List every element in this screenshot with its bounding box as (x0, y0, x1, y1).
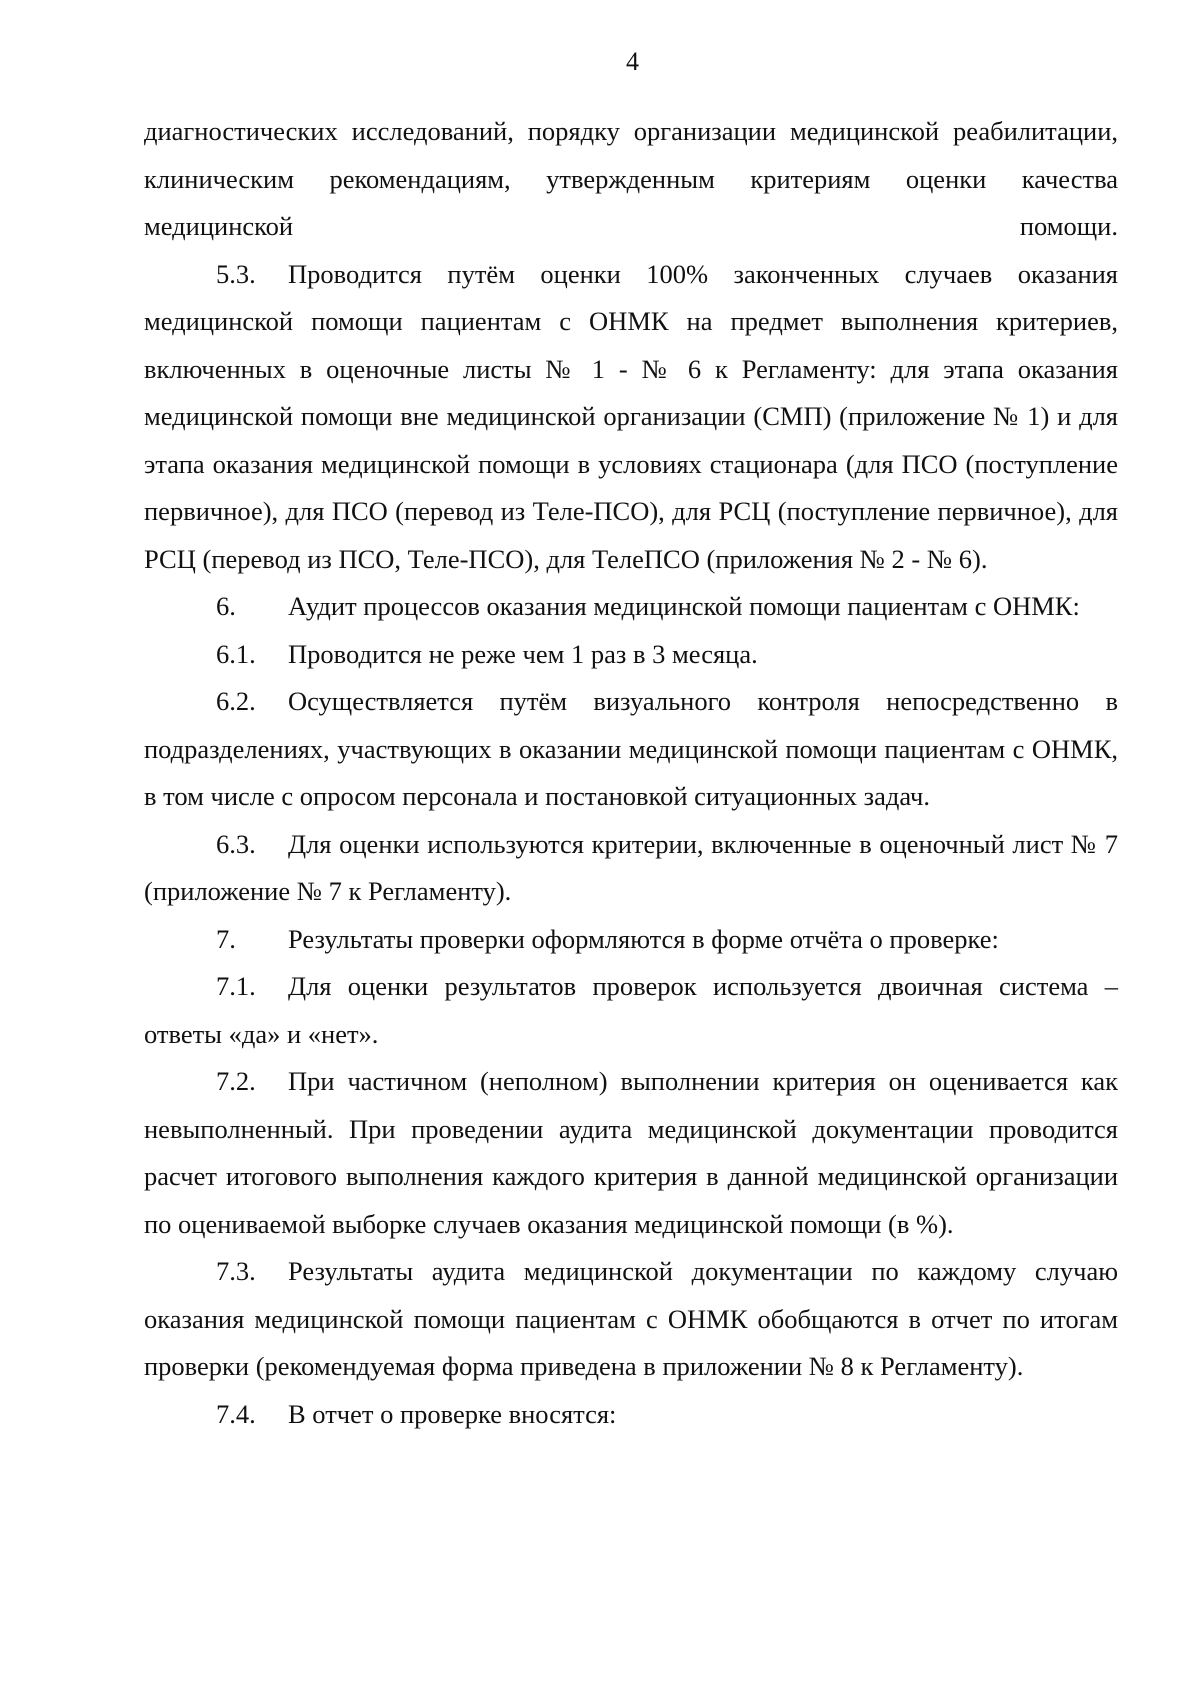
paragraph-6-3 (144, 821, 1118, 916)
paragraph-5-3 (144, 251, 1118, 584)
page-number: 4 (626, 47, 639, 76)
paragraph-number: 7.3. (216, 1256, 256, 1286)
paragraph-text: диагностических исследований, порядку организации медицинской реабилитации, клиническим рекомендациям, утвержденным критериям оценки качества медицинской помощи. (144, 116, 1118, 241)
paragraph-number: 7.2. (216, 1066, 256, 1096)
paragraph-text: При частичном (неполном) выполнении критерия он оценивается как невыполненный. При проведении аудита медицинской документации проводится расчет итогового выполнения каждого критерия в данной медицинской организации по оцениваемой выборке случаев оказания медицинской помощи (в %). (144, 1066, 1118, 1239)
paragraph-7-1 (144, 963, 1118, 1058)
document-body (144, 108, 1118, 1438)
paragraph-text: Результаты аудита медицинской документации по каждому случаю оказания медицинской помощи пациентам с ОНМК обобщаются в отчет по итогам проверки (рекомендуемая форма приведена в приложении № 8 к Регламенту). (144, 1256, 1118, 1381)
paragraph-7-4 (144, 1391, 1118, 1439)
paragraph-number: 5.3. (216, 258, 256, 289)
paragraph-6-2 (144, 678, 1118, 821)
paragraph-text: Аудит процессов оказания медицинской помощи пациентам с ОНМК: (288, 591, 1080, 621)
paragraph-text: В отчет о проверке вносятся: (288, 1398, 617, 1429)
paragraph-text: Для оценки используются критерии, включенные в оценочный лист № 7 (приложение № 7 к Регламенту). (144, 828, 1118, 906)
paragraph-continuation (144, 108, 1118, 251)
paragraph-number: 7.1. (216, 971, 256, 1001)
paragraph-7 (144, 916, 1118, 964)
paragraph-number: 6.2. (216, 686, 256, 716)
paragraph-number: 7. (216, 923, 236, 954)
paragraph-6-1 (144, 631, 1118, 679)
paragraph-number: 6. (216, 591, 236, 621)
paragraph-number: 6.1. (216, 638, 256, 669)
paragraph-text: Результаты проверки оформляются в форме отчёта о проверке: (288, 923, 999, 954)
paragraph-text: Проводится не реже чем 1 раз в 3 месяца. (288, 638, 758, 669)
paragraph-7-3 (144, 1248, 1118, 1391)
paragraph-6 (144, 583, 1118, 631)
paragraph-text: Проводится путём оценки 100% законченных случаев оказания медицинской помощи пациентам с ОНМК на предмет выполнения критериев, включенных в оценочные листы № 1 - № 6 к Регламенту: для этапа оказания медицинской помощи вне медицинской организации (СМП) (приложение № 1) и для этапа оказания медицинской помощи в условиях стационара (для ПСО (поступление первичное), для ПСО (перевод из Теле-ПСО), для РСЦ (поступление первичное), для РСЦ (перевод из ПСО, Теле-ПСО), для ТелеПСО (приложения № 2 - № 6). (144, 258, 1118, 574)
paragraph-text: Осуществляется путём визуального контроля непосредственно в подразделениях, участвующих в оказании медицинской помощи пациентам с ОНМК, в том числе с опросом персонала и постановкой ситуационных задач. (144, 686, 1118, 811)
paragraph-number: 6.3. (216, 828, 256, 859)
paragraph-text: Для оценки результатов проверок используется двоичная система – ответы «да» и «нет». (144, 971, 1118, 1049)
paragraph-7-2 (144, 1058, 1118, 1248)
paragraph-number: 7.4. (216, 1398, 256, 1429)
